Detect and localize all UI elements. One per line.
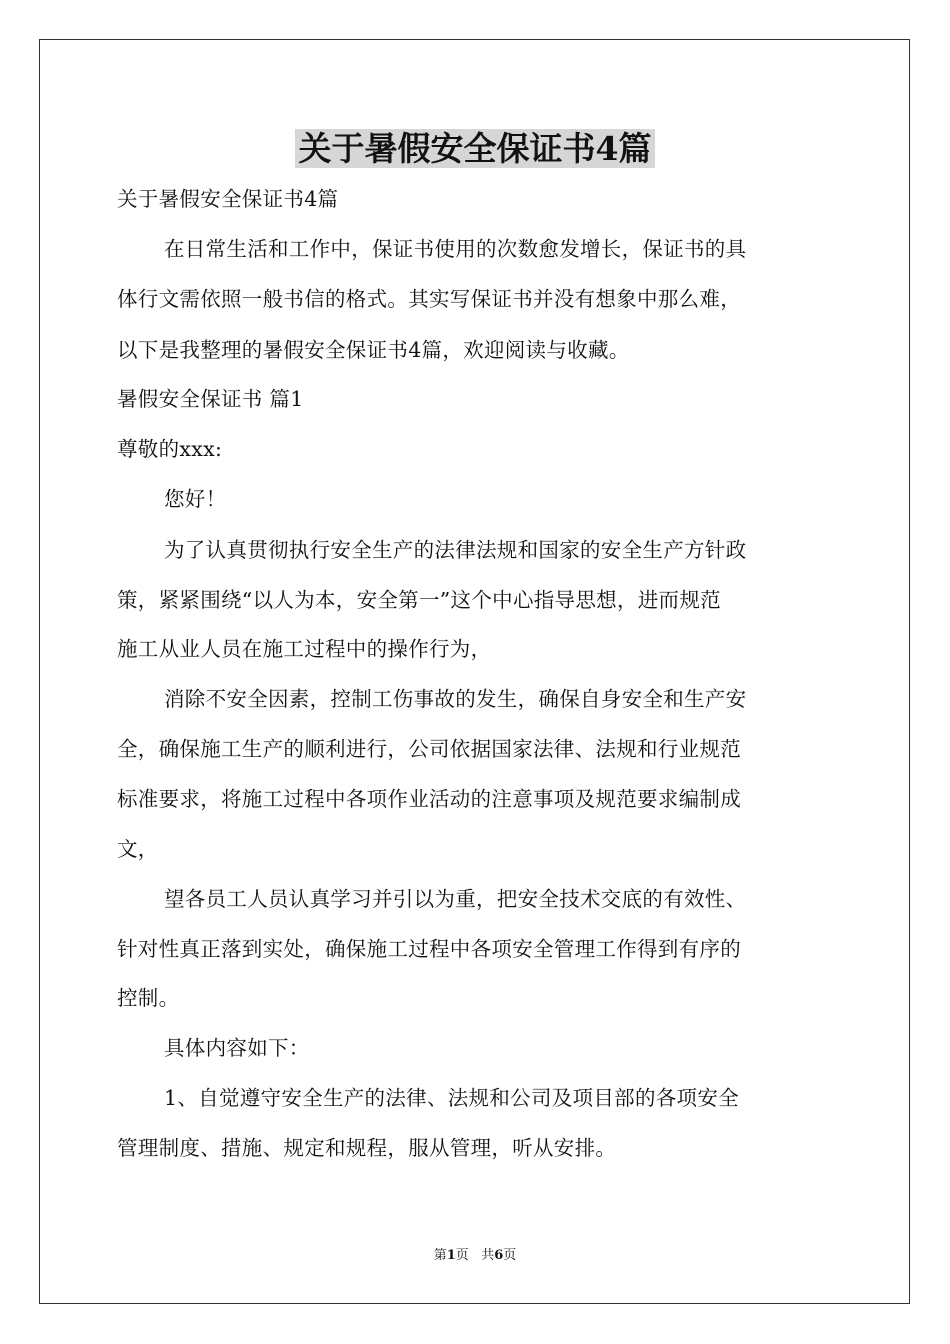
paragraph-line: 针对性真正落到实处，确保施工过程中各项安全管理工作得到有序的 <box>117 937 741 961</box>
document-title <box>0 120 950 178</box>
paragraph-line: 1、自觉遵守安全生产的法律、法规和公司及项目部的各项安全 <box>164 1086 739 1110</box>
page-suffix: 页 <box>455 1248 469 1263</box>
page-footer <box>0 1246 950 1266</box>
page-number: 1 <box>446 1248 456 1263</box>
salutation: 尊敬的xxx: <box>117 437 223 461</box>
paragraph-line: 策，紧紧围绕“以人为本，安全第一”这个中心指导思想，进而规范 <box>117 588 721 612</box>
document-title-text: 关于暑假安全保证书4篇 <box>295 129 656 168</box>
paragraph-line: 望各员工人员认真学习并引以为重，把安全技术交底的有效性、 <box>164 887 747 911</box>
paragraph-line: 以下是我整理的暑假安全保证书4篇，欢迎阅读与收藏。 <box>117 338 630 362</box>
total-suffix: 页 <box>503 1248 517 1263</box>
section-heading: 暑假安全保证书 篇1 <box>117 387 304 411</box>
document-subtitle: 关于暑假安全保证书4篇 <box>117 187 339 211</box>
paragraph-line: 管理制度、措施、规定和规程，服从管理，听从安排。 <box>117 1136 617 1160</box>
greeting: 您好！ <box>164 487 227 511</box>
paragraph-line: 控制。 <box>117 986 180 1010</box>
page-border <box>39 39 910 1304</box>
paragraph-line: 全，确保施工生产的顺利进行，公司依据国家法律、法规和行业规范 <box>117 737 741 761</box>
total-pages: 6 <box>494 1248 504 1263</box>
paragraph-line: 文， <box>117 837 159 861</box>
paragraph-line: 为了认真贯彻执行安全生产的法律法规和国家的安全生产方针政 <box>164 538 747 562</box>
page-prefix: 第 <box>433 1248 447 1263</box>
paragraph-line: 标准要求，将施工过程中各项作业活动的注意事项及规范要求编制成 <box>117 787 741 811</box>
paragraph-line: 体行文需依照一般书信的格式。其实写保证书并没有想象中那么难， <box>117 287 741 311</box>
paragraph-line: 消除不安全因素，控制工伤事故的发生，确保自身安全和生产安 <box>164 687 747 711</box>
paragraph-line: 施工从业人员在施工过程中的操作行为， <box>117 637 492 661</box>
total-prefix: 共 <box>481 1248 495 1263</box>
paragraph-line: 在日常生活和工作中，保证书使用的次数愈发增长，保证书的具 <box>164 237 747 261</box>
paragraph-line: 具体内容如下： <box>164 1036 310 1060</box>
